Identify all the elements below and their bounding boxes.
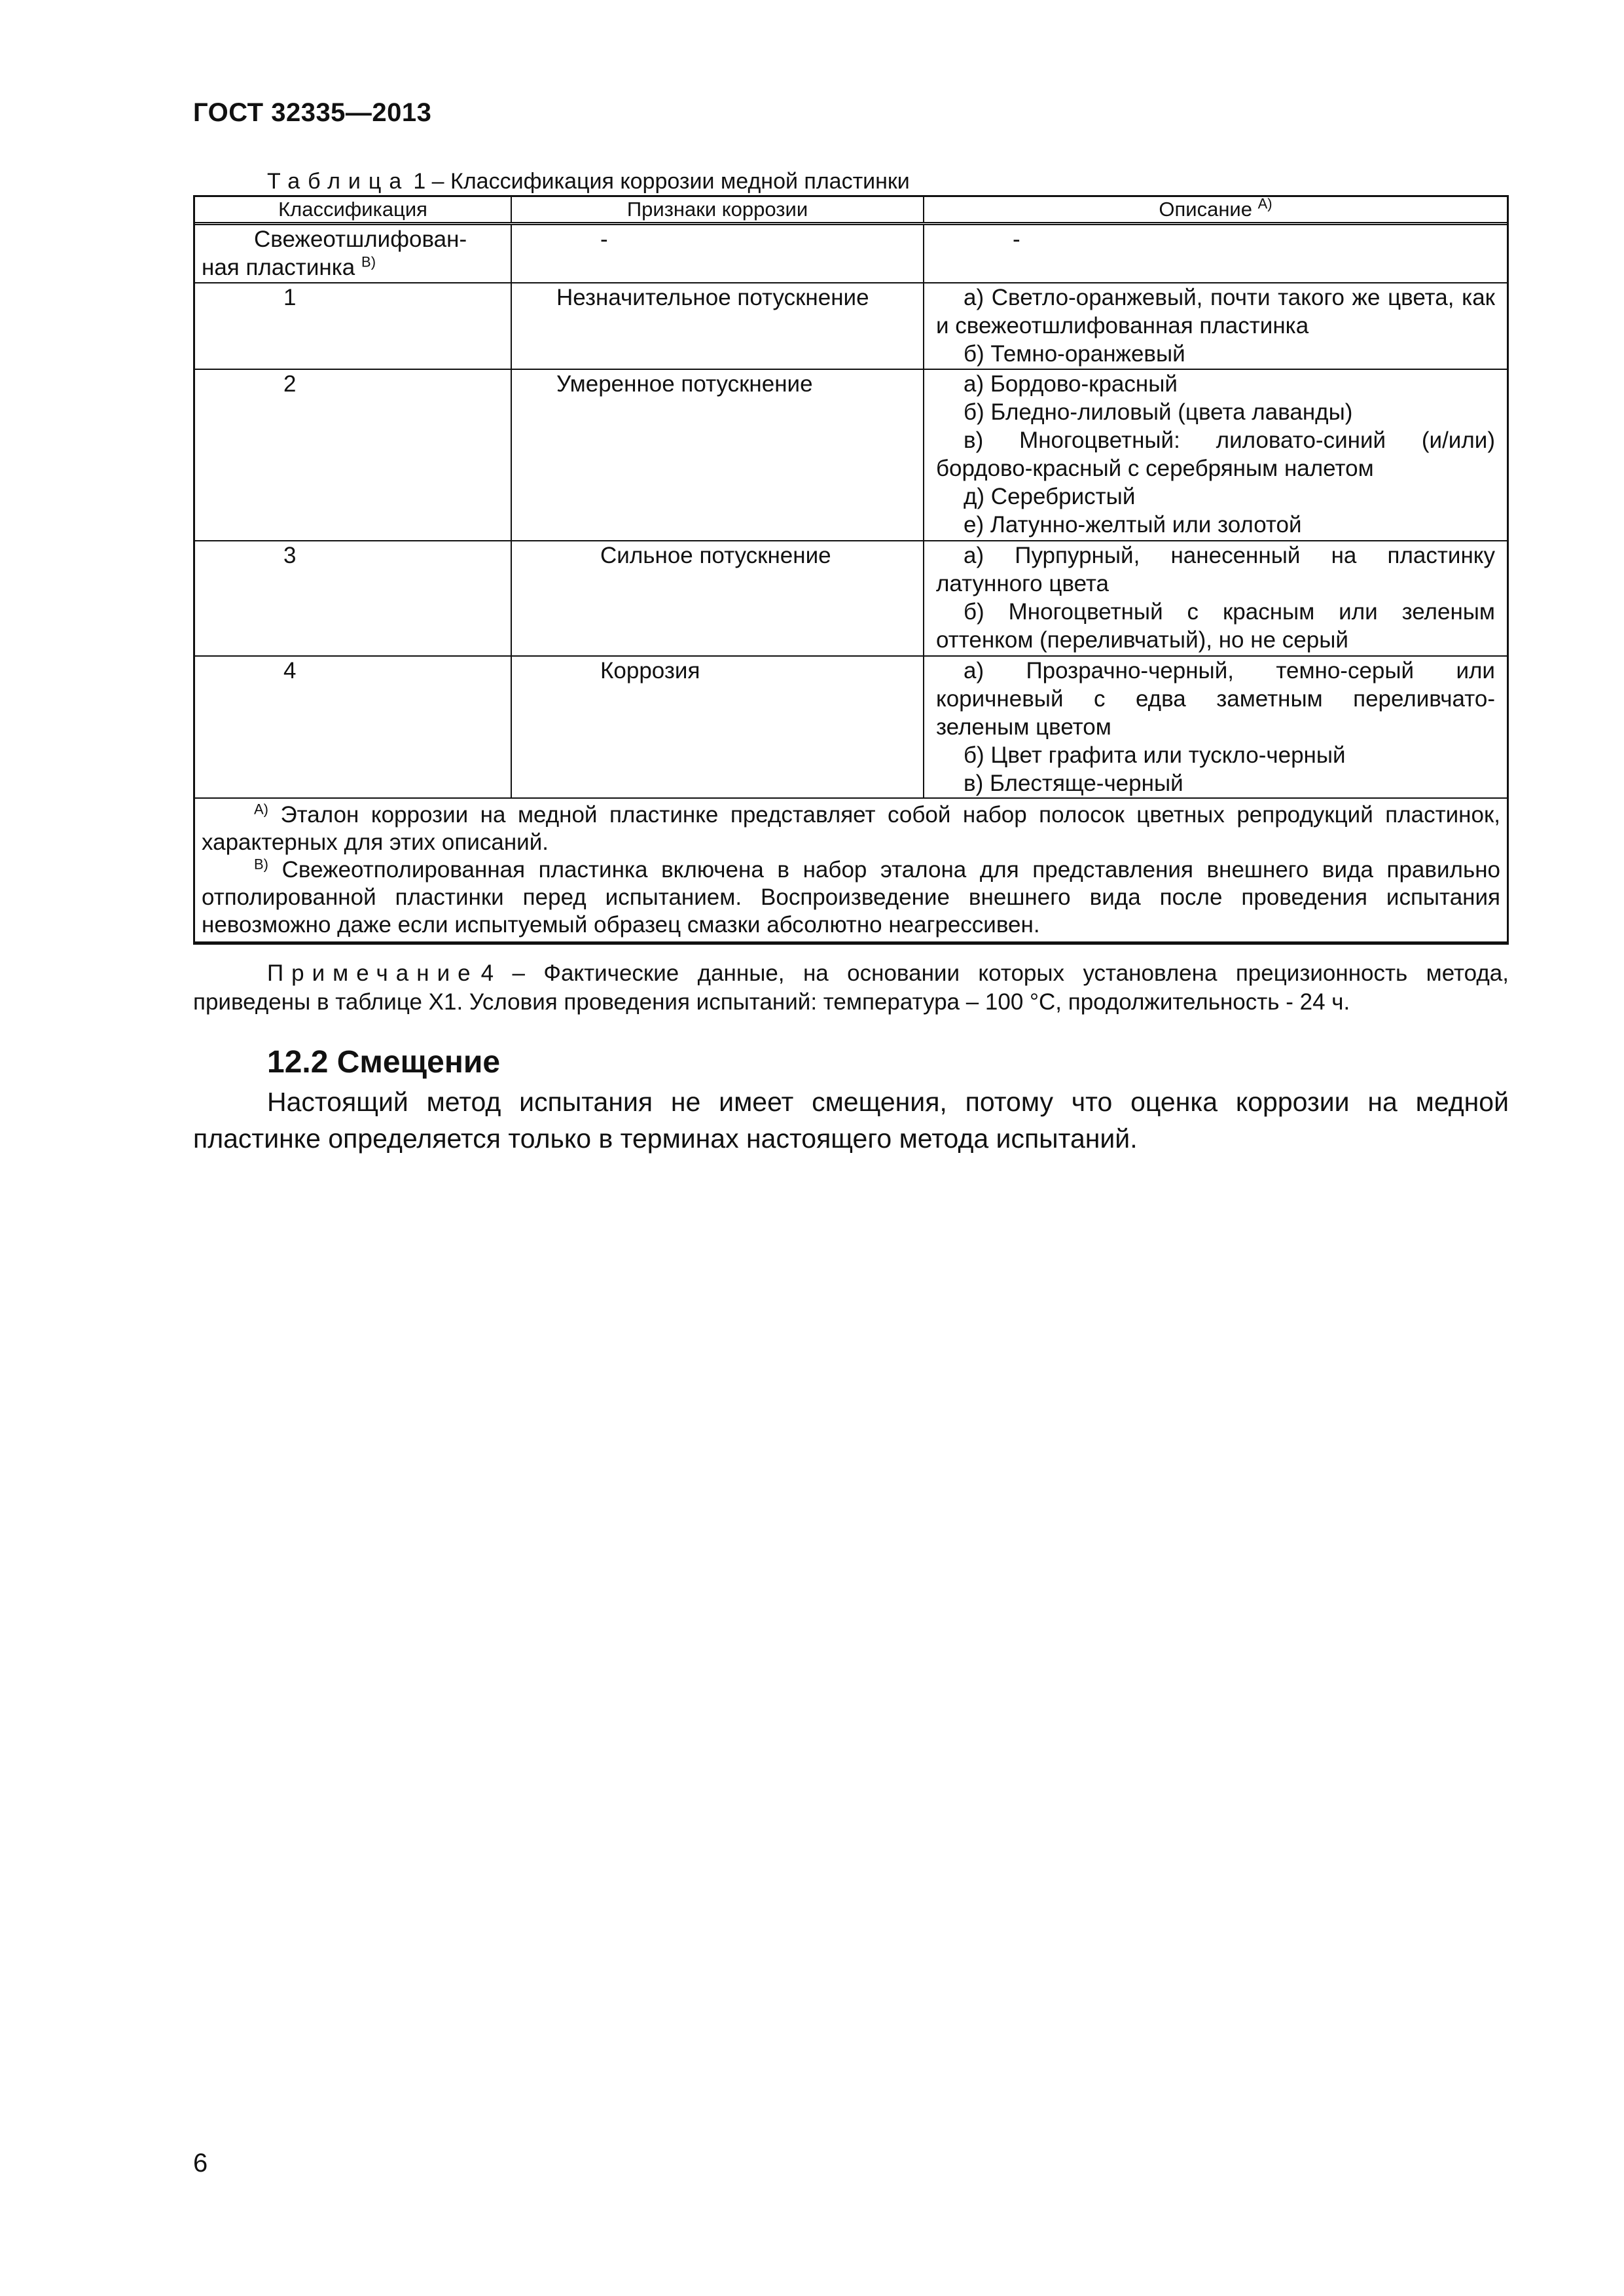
footnote-a-text: Эталон коррозии на медной пластинке представляет собой набор полосок цветных репродукций пластинок, характерных для этих описаний.	[202, 801, 1500, 855]
description-item: д) Серебристый	[964, 483, 1136, 509]
note-text: 4 – Фактические данные, на основании которых установлена прецизионность метода, приведены в таблице Х1. Условия проведения испытаний: температура – 100 °С, продолжительность - 24 ч.	[193, 960, 1509, 1015]
table-row	[195, 369, 1507, 541]
column-header-description-label: Описание	[1159, 198, 1252, 221]
footnote-ref-a: А)	[1257, 195, 1272, 212]
description-item: е) Латунно-желтый или золотой	[964, 511, 1302, 538]
description-cell	[924, 656, 1507, 798]
classification-cell: 2	[195, 369, 511, 541]
footnote-a	[202, 801, 1500, 856]
table-footnotes-row	[195, 798, 1507, 942]
column-header-classification: Классификация	[195, 197, 511, 224]
description-item: б) Многоцветный с красным или зеленым оттенком (переливчатый), но не серый	[936, 598, 1495, 653]
table-row	[195, 656, 1507, 798]
table-row	[195, 283, 1507, 369]
description-item: б) Бледно-лиловый (цвета лаванды)	[964, 399, 1353, 425]
page-number: 6	[193, 2149, 208, 2178]
note-label: Примечание	[267, 960, 478, 986]
table-grid	[195, 197, 1507, 943]
sign-cell: Коррозия	[511, 656, 924, 798]
description-cell	[924, 283, 1507, 369]
description-item: а) Бордово-красный	[964, 371, 1178, 397]
table-caption-label: Таблица	[267, 169, 410, 194]
description-item: б) Цвет графита или тускло-черный	[964, 742, 1346, 768]
sign-cell: -	[511, 224, 924, 283]
description-item: а) Прозрачно-черный, темно-серый или коричневый с едва заметным переливчато- зеленым цветом	[936, 657, 1495, 740]
table-caption	[267, 169, 910, 194]
section-heading: 12.2 Смещение	[267, 1045, 501, 1080]
table-row	[195, 224, 1507, 283]
column-header-signs: Признаки коррозии	[511, 197, 924, 224]
classification-text-cont: ная пластинка	[202, 255, 355, 280]
description-item: а) Пурпурный, нанесенный на пластинку латунного цвета	[936, 542, 1495, 596]
classification-text: Свежеотшлифован-	[254, 227, 467, 252]
table-caption-title: 1 – Классификация коррозии медной пластинки	[413, 169, 910, 194]
footnote-b	[202, 856, 1500, 939]
sign-cell: Незначительное потускнение	[511, 283, 924, 369]
description-item: а) Светло-оранжевый, почти такого же цвета, как и свежеотшлифованная пластинка	[936, 284, 1495, 338]
description-item: б) Темно-оранжевый	[964, 340, 1185, 367]
sign-cell: Умеренное потускнение	[511, 369, 924, 541]
document-code: ГОСТ 32335—2013	[193, 98, 432, 127]
sign-cell: Сильное потускнение	[511, 541, 924, 656]
table-header-row	[195, 197, 1507, 224]
footnote-b-mark: В)	[254, 855, 268, 872]
footnote-a-mark: А)	[254, 800, 268, 817]
footnote-ref-b: В)	[361, 253, 376, 270]
table-footnotes	[195, 798, 1507, 942]
classification-cell: 4	[195, 656, 511, 798]
description-cell: -	[924, 224, 1507, 283]
classification-cell	[195, 224, 511, 283]
table-note	[193, 959, 1509, 1017]
classification-cell: 3	[195, 541, 511, 656]
classification-cell: 1	[195, 283, 511, 369]
section-paragraph: Настоящий метод испытания не имеет смещения, потому что оценка коррозии на медной пластинке определяется только в терминах настоящего метода испытаний.	[193, 1087, 1509, 1154]
footnote-b-text: Свежеотполированная пластинка включена в набор эталона для представления внешнего вида правильно отполированной пластинки перед испытанием. Воспроизведение внешнего вида после проведения испытания невозможно даже если испытуемый образец смазки абсолютно неагрессивен.	[202, 856, 1500, 938]
table-row	[195, 541, 1507, 656]
description-cell	[924, 541, 1507, 656]
description-item: в) Многоцветный: лиловато-синий (и/или) бордово-красный с серебряным налетом	[936, 427, 1495, 481]
description-cell	[924, 369, 1507, 541]
description-item: в) Блестяще-черный	[964, 770, 1183, 796]
column-header-description	[924, 197, 1507, 224]
corrosion-classification-table	[193, 195, 1509, 945]
